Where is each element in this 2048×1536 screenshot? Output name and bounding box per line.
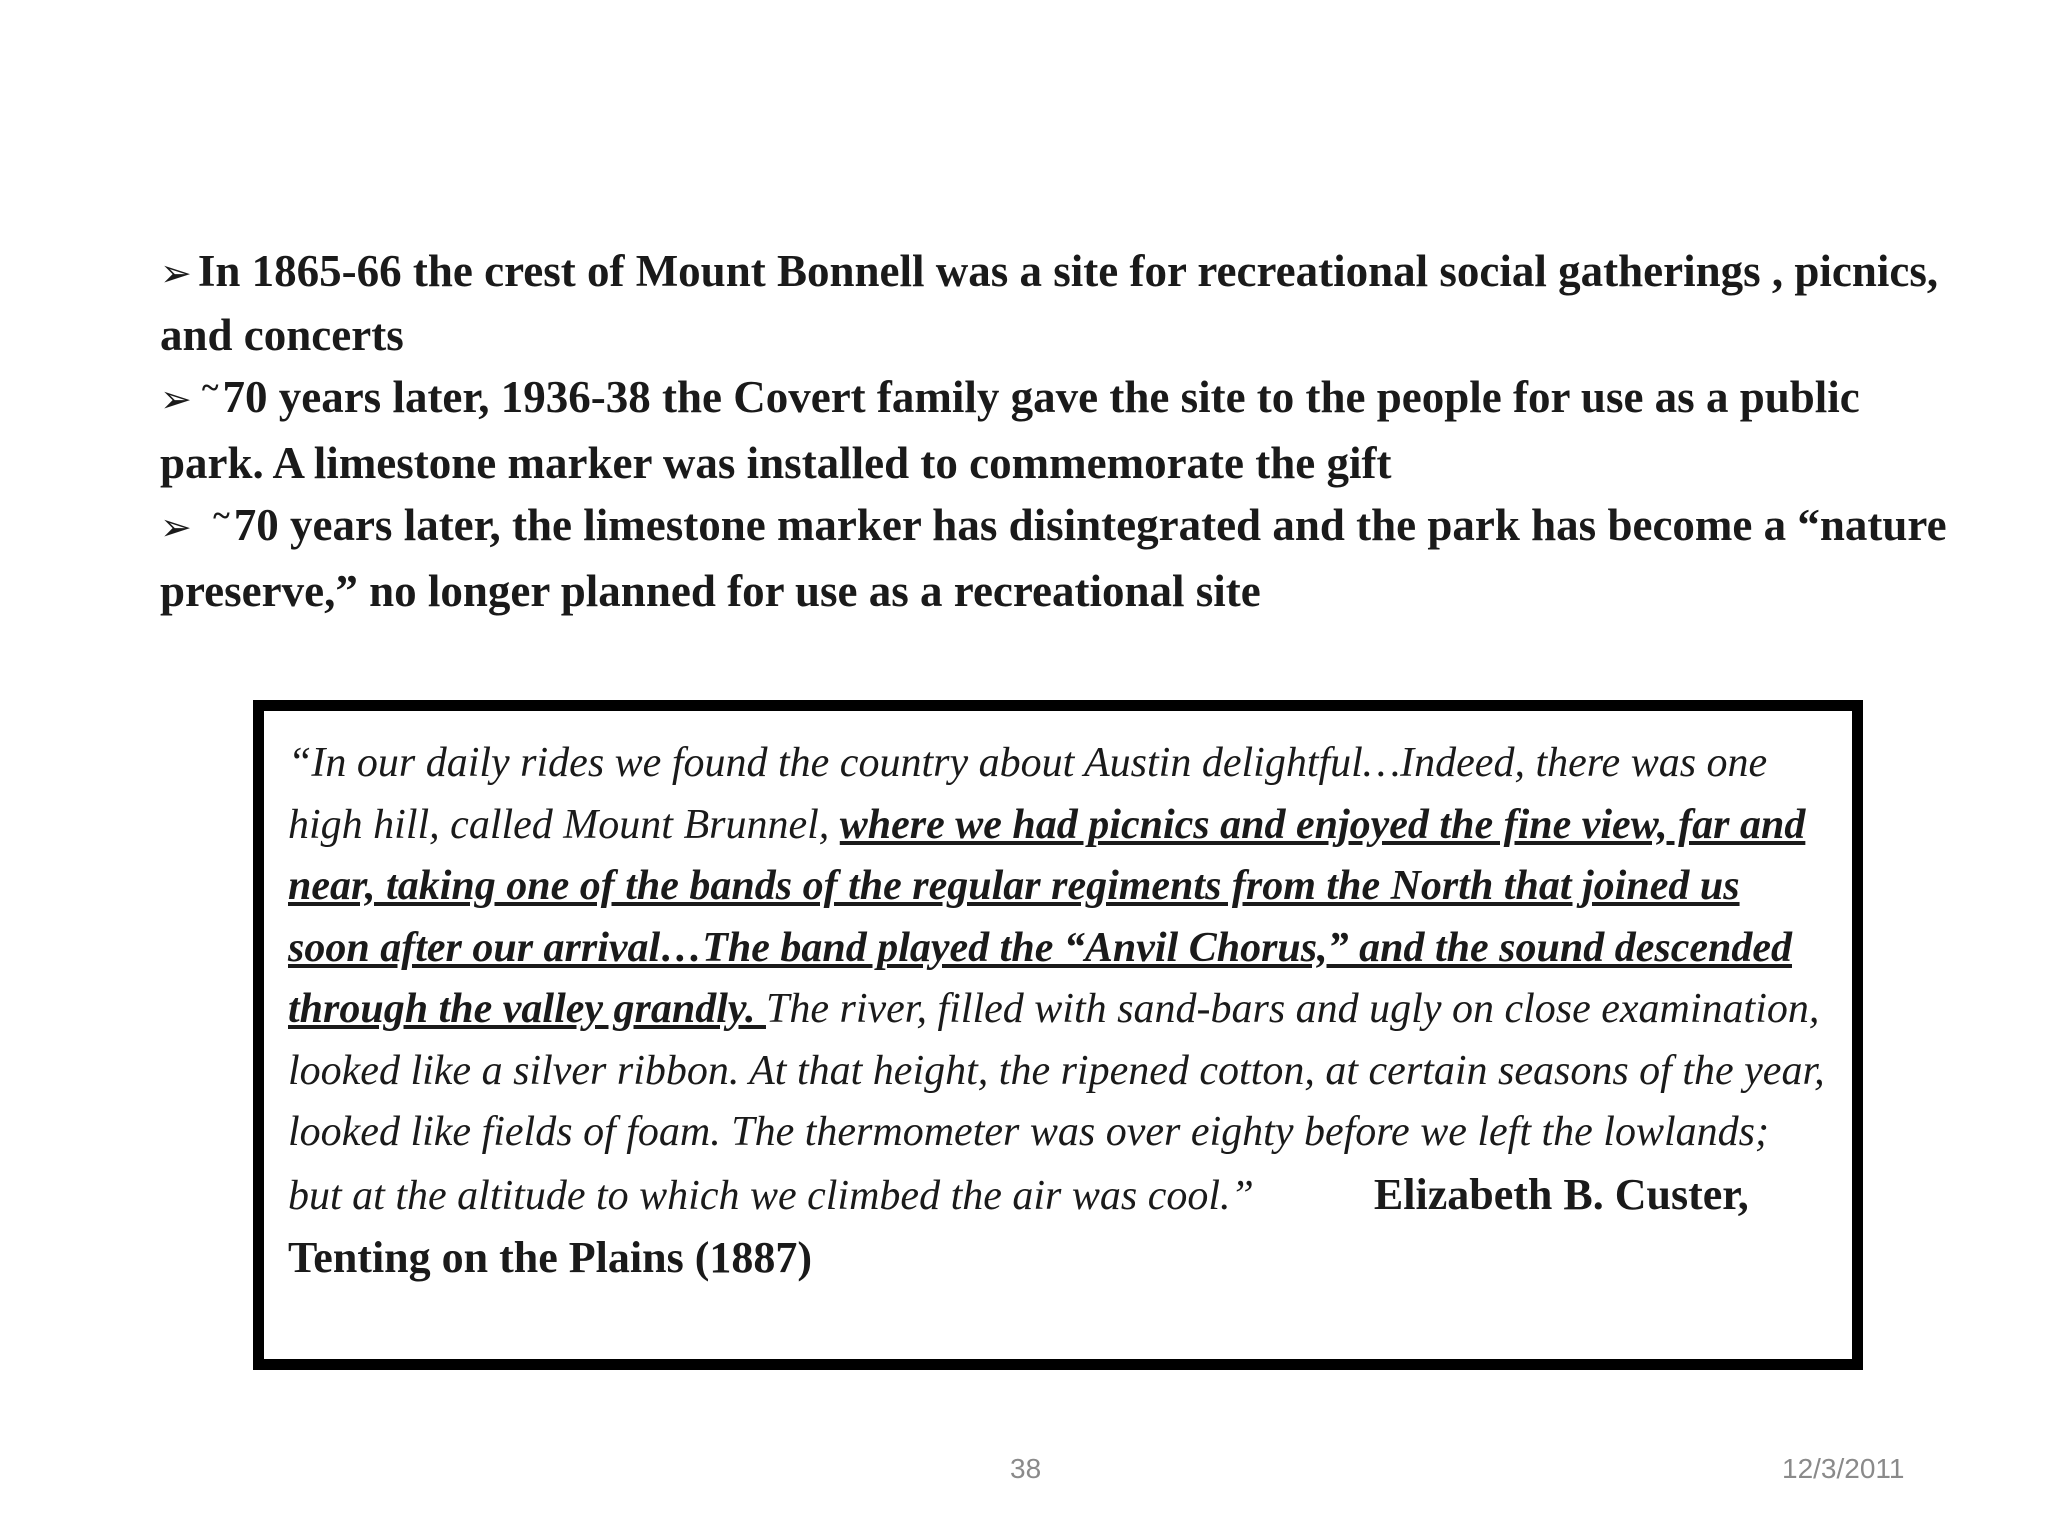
bullet-item (160, 240, 1960, 366)
tilde-mark: ~ (201, 369, 219, 405)
bullet-text: In 1865-66 the crest of Mount Bonnell was a site for recreational social gatherings , picnics, and concerts (160, 246, 1939, 360)
bullet-item (160, 366, 1960, 494)
arrow-bullet-icon: ➢ (160, 251, 192, 295)
bullet-list (160, 240, 1960, 622)
arrow-bullet-icon: ➢ (160, 505, 192, 549)
quote-text (288, 733, 1830, 1291)
page-number: 38 (1010, 1453, 1042, 1484)
bullet-text: 70 years later, the limestone marker has disintegrated and the park has become a “nature preserve,” no longer planned for use as a recreational site (160, 500, 1947, 616)
footer-date: 12/3/2011 (1782, 1453, 1905, 1484)
quote-emphasis: where we had picnics and enjoyed the fine view, far and near, taking one of the bands of the regular regiments from the North that joined us soon after our arrival…The band played the “Anvil Chorus,” and the sound descended through the valley grandly. (288, 801, 1806, 1032)
quote-rest: The river, filled with sand-bars and ugly on close examination, looked like a silver ribbon. At that height, the ripened cotton, at certain seasons of the year, looked like fields of foam. The thermometer was over eighty before we left the lowlands; but at the altitude to which we climbed the air was cool.” (288, 986, 1825, 1219)
quote-box (253, 700, 1863, 1370)
quote-attribution: Elizabeth B. Custer, Tenting on the Plains (1887) (288, 1169, 1749, 1282)
bullet-item (160, 494, 1960, 622)
quote-intro: “In our daily rides we found the country about Austin delightful…Indeed, there was one high hill, called Mount Brunnel, (288, 740, 1768, 848)
bullet-text: 70 years later, 1936-38 the Covert family gave the site to the people for use as a public park. A limestone marker was installed to commemorate the gift (160, 372, 1860, 488)
tilde-mark: ~ (213, 497, 230, 533)
arrow-bullet-icon: ➢ (160, 377, 192, 421)
